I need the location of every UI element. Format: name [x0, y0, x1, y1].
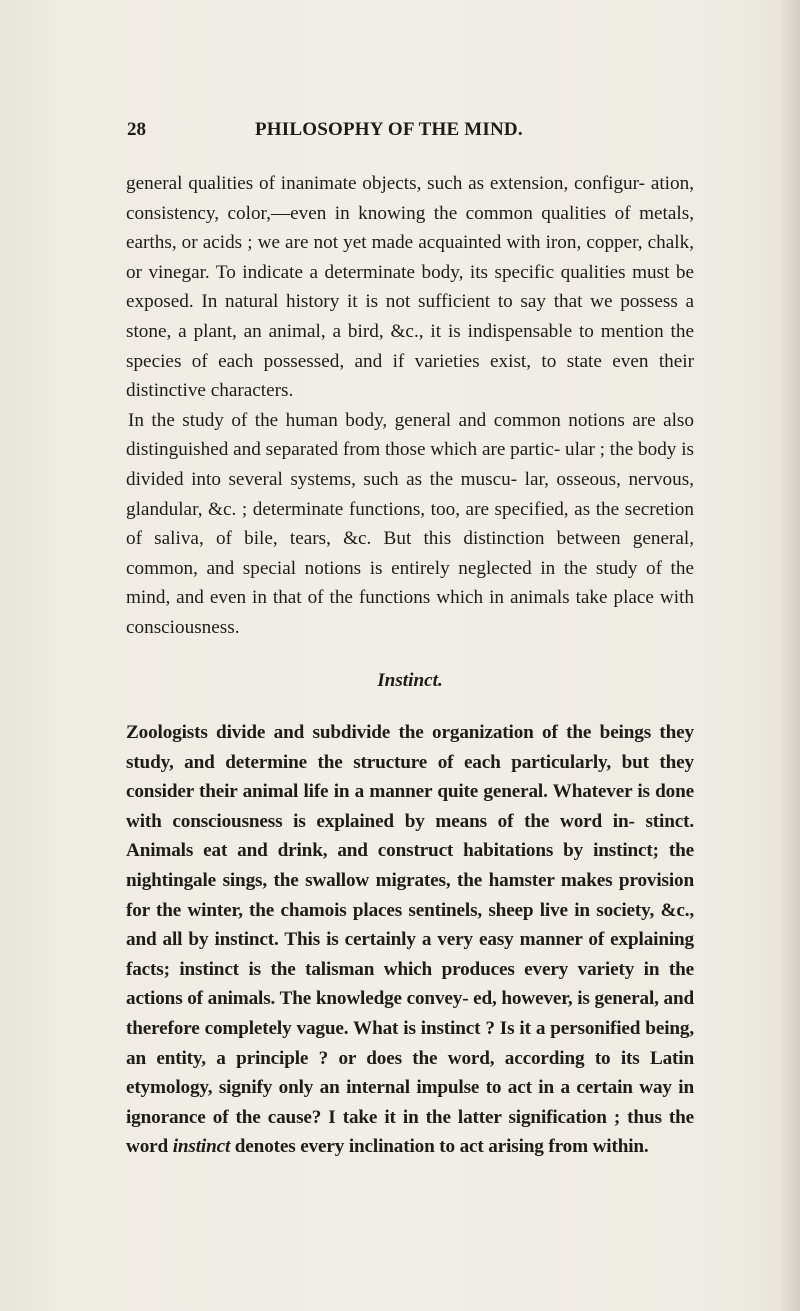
- section-heading-instinct: Instinct.: [377, 669, 443, 691]
- page-number: 28: [127, 119, 146, 140]
- running-head: [127, 119, 692, 143]
- paragraph-human-body: In the study of the human body, general and common notions are also distinguished and separated from those which are partic- ular ; the body is divided into several systems, such as the muscu- lar, osseous, nervous, glandular, &c. ; determinate functions, too, are specified, as the secretion of saliva, of bile, tears, &c. But this distinction between general, common, and special notions is entirely neglected in the study of the mind, and even in that of the functions which in animals take place with consciousness.: [126, 409, 694, 638]
- page-edge-shadow: [778, 0, 800, 1311]
- emphasis-instinct: instinct: [172, 1136, 231, 1158]
- running-title: PHILOSOPHY OF THE MIND.: [255, 119, 523, 140]
- paragraph-general-qualities: general qualities of inanimate objects, such as extension, configur- ation, consistency, color,—even in knowing the common qualities of metals, earths, or acids ; we are not yet made acquainted with iron, copper, chalk, or vinegar. To indicate a determinate body, its specific qualities must be exposed. In natural history it is not sufficient to say that we possess a stone, a plant, an animal, a bird, &c., it is indispensable to mention the species of each possessed, and if varieties exist, to state even their distinctive characters.: [126, 173, 694, 402]
- paragraph-instinct-ending: denotes every inclination to act arising from within.: [230, 1136, 649, 1158]
- paragraph-instinct-text: Zoologists divide and subdivide the organization of the beings they study, and determine the structure of each particularly, but they consider their animal life in a manner quite general. Whatever is done with consciousness is explained by means of the word in- stinct. Animals eat and drink, and construct habitations by instinct; the nightingale sings, the swallow migrates, the hamster makes provision for the winter, the chamois places sentinels, sheep live in society, &c., and all by instinct. This is certainly a very easy manner of explaining facts; instinct is the talisman which produces every variety in the actions of animals. The knowledge convey- ed, however, is general, and therefore completely vague. What is instinct ? Is it a personified being, an entity, a principle ? or does the word, according to its Latin etymology, signify only an internal impulse to act in a certain way in ignorance of the cause? I take it in the latter signification ; thus the word: [126, 722, 694, 1158]
- paragraph-instinct: [126, 718, 694, 1162]
- body-text: [126, 169, 694, 1162]
